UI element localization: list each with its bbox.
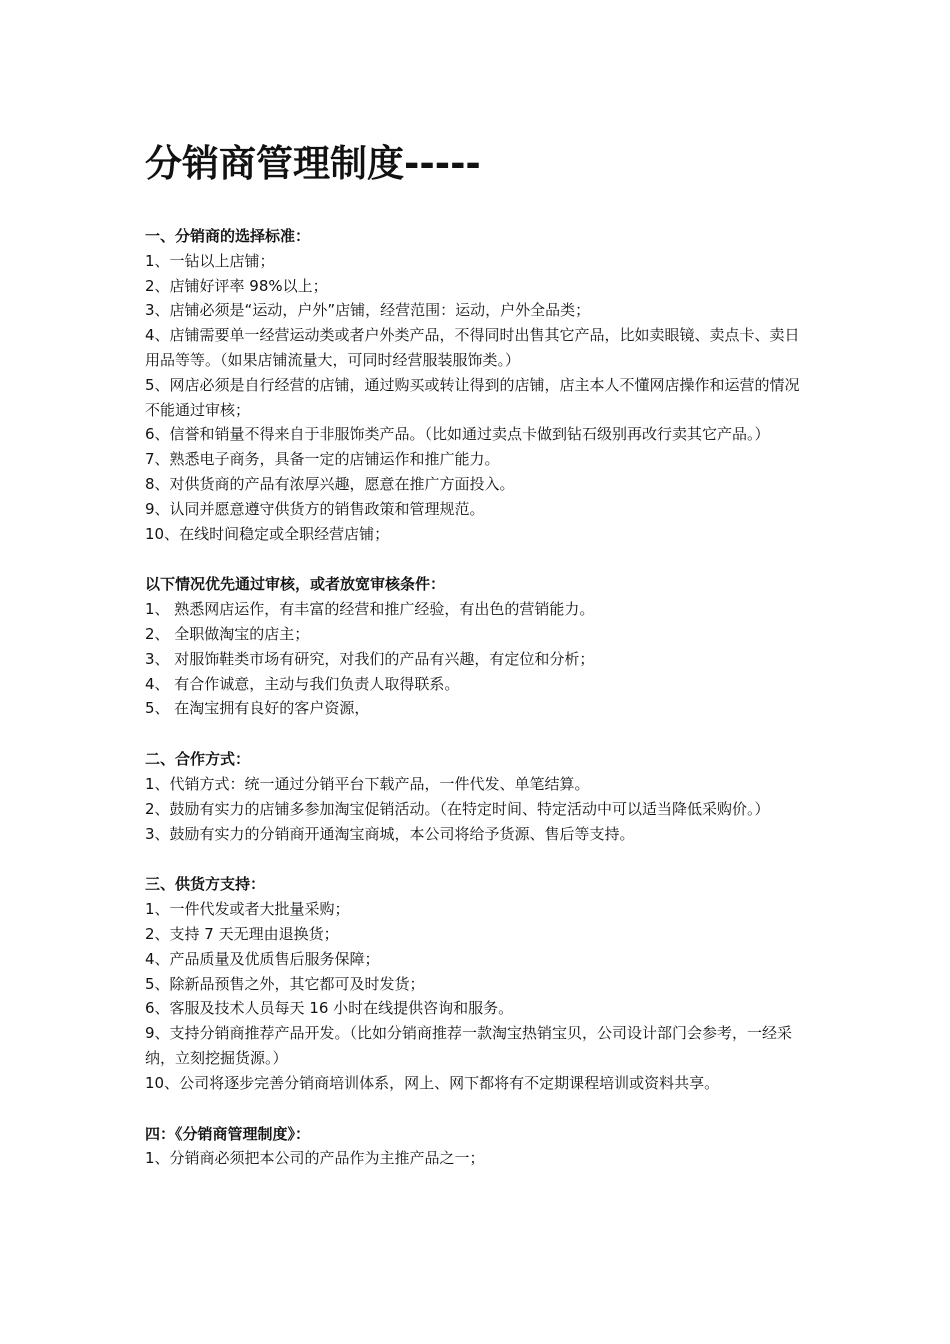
list-item: 3、 对服饰鞋类市场有研究，对我们的产品有兴趣，有定位和分析； [145, 649, 595, 668]
section-heading: 以下情况优先通过审核，或者放宽审核条件： [145, 575, 446, 594]
list-item: 1、一钻以上店铺； [145, 251, 275, 270]
section-heading: 四：《分销商管理制度》： [145, 1124, 311, 1143]
list-item: 4、 有合作诚意，主动与我们负责人取得联系。 [145, 674, 460, 693]
list-item: 5、网店必须是自行经营的店铺，通过购买或转让得到的店铺，店主本人不懂网店操作和运营的情况不能通过审核； [145, 375, 800, 419]
document-page [145, 138, 813, 1197]
list-item: 3、鼓励有实力的分销商开通淘宝商城，本公司将给予货源、售后等支持。 [145, 824, 635, 843]
list-item: 2、支持 7 天无理由退换货； [145, 924, 339, 943]
list-item: 2、鼓励有实力的店铺多参加淘宝促销活动。（在特定时间、特定活动中可以适当降低采购价。） [145, 799, 770, 818]
list-item: 2、 全职做淘宝的店主； [145, 624, 310, 643]
list-item: 3、店铺必须是“运动，户外”店铺，经营范围：运动，户外全品类； [145, 301, 591, 320]
list-item: 1、代销方式：统一通过分销平台下载产品，一件代发、单笔结算。 [145, 774, 590, 793]
list-item: 1、分销商必须把本公司的产品作为主推产品之一； [145, 1149, 485, 1168]
list-item: 4、产品质量及优质售后服务保障； [145, 949, 380, 968]
list-item: 10、公司将逐步完善分销商培训体系，网上、网下都将有不定期课程培训或资料共享。 [145, 1073, 720, 1092]
list-item: 4、店铺需要单一经营运动类或者户外类产品，不得同时出售其它产品，比如卖眼镜、卖点卡、卖日用品等等。（如果店铺流量大，可同时经营服装服饰类。） [145, 326, 800, 369]
section-management-rules [145, 1122, 813, 1172]
list-item: 8、对供货商的产品有浓厚兴趣，愿意在推广方面投入。 [145, 474, 515, 493]
list-item: 9、支持分销商推荐产品开发。（比如分销商推荐一款淘宝热销宝贝，公司设计部门会参考，一经采纳，立刻挖掘货源。） [145, 1024, 793, 1067]
list-item: 6、信誉和销量不得来自于非服饰类产品。（比如通过卖点卡做到钻石级别再改行卖其它产品。） [145, 425, 770, 444]
list-item: 5、 在淘宝拥有良好的客户资源， [145, 699, 370, 718]
list-item: 2、店铺好评率 98%以上； [145, 276, 328, 295]
list-item: 10、在线时间稳定或全职经营店铺； [145, 524, 390, 543]
list-item: 1、 熟悉网店运作，有丰富的经营和推广经验，有出色的营销能力。 [145, 600, 595, 619]
section-heading: 一、分销商的选择标准： [145, 227, 311, 245]
section-heading: 三、供货方支持： [145, 875, 266, 894]
list-item: 5、除新品预售之外，其它都可及时发货； [145, 974, 425, 993]
list-item: 7、熟悉电子商务，具备一定的店铺运作和推广能力。 [145, 450, 500, 469]
list-item: 9、认同并愿意遵守供货方的销售政策和管理规范。 [145, 499, 485, 518]
section-priority-review [145, 572, 813, 721]
section-supplier-support [145, 872, 813, 1095]
list-item: 1、一件代发或者大批量采购； [145, 900, 350, 919]
section-cooperation-mode [145, 747, 813, 846]
section-selection-criteria [145, 224, 813, 546]
section-heading: 二、合作方式： [145, 750, 251, 769]
document-title: 分销商管理制度----- [145, 142, 481, 185]
list-item: 6、客服及技术人员每天 16 小时在线提供咨询和服务。 [145, 999, 514, 1018]
